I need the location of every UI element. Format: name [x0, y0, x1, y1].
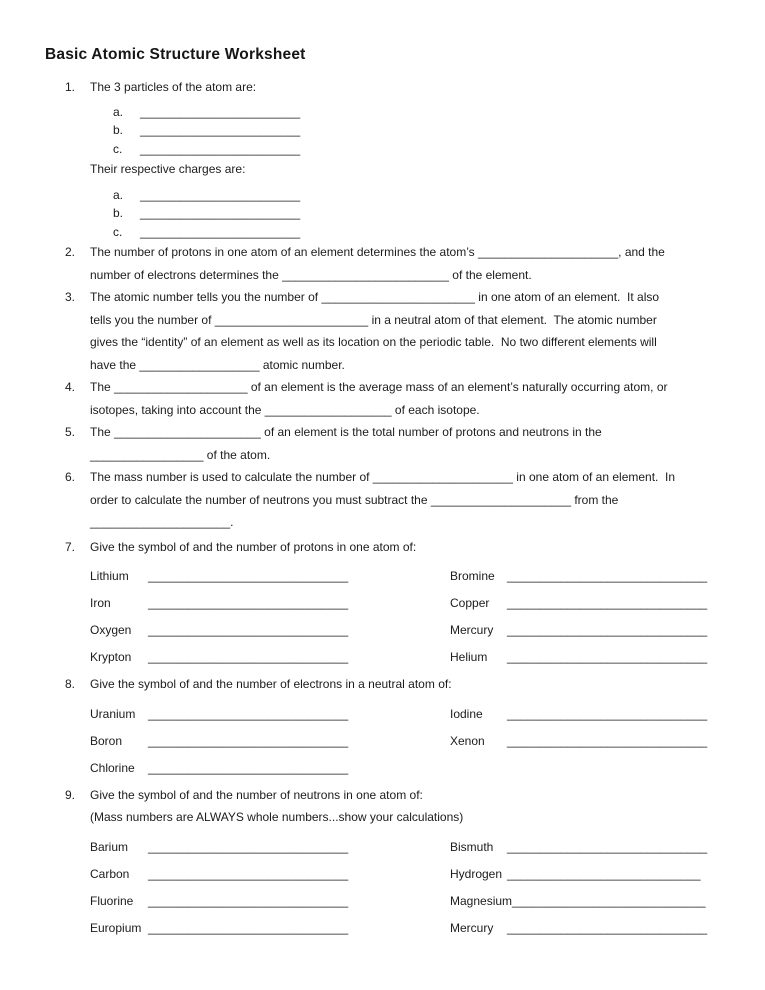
- question-8-prompt: Give the symbol of and the number of electrons in a neutral atom of:: [90, 677, 452, 691]
- element-name: Uranium: [90, 706, 136, 721]
- answer-blank: ______________________________: [148, 733, 349, 748]
- element-row: [90, 888, 735, 915]
- question-9: [45, 784, 735, 942]
- element-cell: [450, 915, 735, 942]
- sub-item-label: b.: [113, 206, 124, 220]
- element-cell: [450, 590, 735, 617]
- sub-item-b: [90, 121, 735, 140]
- element-row: [90, 755, 735, 782]
- element-name: Fluorine: [90, 893, 134, 908]
- answer-blank: ______________________________: [148, 650, 349, 664]
- element-name: Mercury: [450, 920, 494, 935]
- element-cell: [450, 728, 735, 755]
- answer-blank: ______________________________: [507, 839, 708, 854]
- question-4: [45, 376, 735, 421]
- answer-blank: ________________________: [140, 123, 301, 137]
- question-9-body: [90, 784, 735, 942]
- element-cell: [450, 834, 735, 861]
- question-3-line: have the __________________ atomic number.: [90, 357, 345, 372]
- question-1: [45, 76, 735, 241]
- question-3-line: The atomic number tells you the number of _______________________ in one atom of an element. It also: [90, 290, 660, 304]
- element-name: Oxygen: [90, 623, 132, 637]
- question-1-charge-blanks: [90, 186, 735, 242]
- question-9-note: (Mass numbers are ALWAYS whole numbers...show your calculations): [90, 810, 464, 824]
- answer-blank: ______________________________: [507, 569, 708, 583]
- element-row: [90, 617, 735, 644]
- element-name: Carbon: [90, 866, 130, 881]
- question-7: [45, 536, 735, 672]
- element-row: [90, 915, 735, 942]
- answer-blank: ______________________________: [507, 623, 708, 637]
- element-cell: [90, 617, 450, 644]
- element-cell: [90, 563, 450, 590]
- question-6-number: 6.: [65, 470, 76, 484]
- answer-blank: ______________________________: [148, 569, 349, 583]
- answer-blank: ______________________________: [148, 760, 349, 775]
- element-name: Copper: [450, 596, 490, 610]
- question-1-particle-blanks: [90, 103, 735, 159]
- answer-blank: _____________________________: [512, 893, 706, 908]
- answer-blank: ______________________________: [148, 706, 349, 721]
- element-name: Magnesium: [450, 893, 513, 908]
- question-3-number: 3.: [65, 290, 76, 304]
- question-8: [45, 673, 735, 782]
- answer-blank: ________________________: [140, 141, 301, 156]
- element-cell: [450, 755, 735, 782]
- element-name: Europium: [90, 920, 142, 935]
- question-2-line: The number of protons in one atom of an element determines the atom’s _____________________, and the: [90, 245, 665, 259]
- question-3: [45, 286, 735, 376]
- element-cell: [450, 861, 735, 888]
- question-5-body: [90, 421, 735, 466]
- element-cell: [450, 617, 735, 644]
- question-7-body: [90, 536, 735, 672]
- question-6-line: The mass number is used to calculate the number of _____________________ in one atom of an element. In: [90, 470, 676, 484]
- element-row: [90, 590, 735, 617]
- question-3-line: tells you the number of _______________________ in a neutral atom of that element. The atomic number: [90, 312, 657, 327]
- answer-blank: ______________________________: [507, 920, 708, 935]
- element-row: [90, 563, 735, 590]
- sub-item-label: c.: [113, 141, 123, 156]
- question-9-prompt: Give the symbol of and the number of neutrons in one atom of:: [90, 787, 423, 802]
- element-name: Mercury: [450, 623, 494, 637]
- answer-blank: ______________________________: [148, 596, 349, 610]
- element-name: Barium: [90, 839, 129, 854]
- question-8-body: [90, 673, 735, 782]
- answer-blank: ______________________________: [507, 596, 708, 610]
- element-cell: [90, 861, 450, 888]
- element-name: Xenon: [450, 733, 485, 748]
- question-3-line: gives the “identity” of an element as well as its location on the periodic table. No two different elements will: [90, 335, 657, 349]
- element-cell: [450, 644, 735, 671]
- answer-blank: ______________________________: [507, 733, 708, 748]
- question-1-number: 1.: [65, 80, 76, 94]
- question-1-body: [90, 76, 735, 241]
- sub-item-b: [90, 204, 735, 223]
- question-8-number: 8.: [65, 677, 76, 691]
- answer-blank: ________________________: [140, 206, 301, 220]
- sub-item-c: [90, 140, 735, 159]
- sub-item-a: [90, 186, 735, 205]
- question-5: [45, 421, 735, 466]
- element-name: Krypton: [90, 650, 132, 664]
- question-3-body: [90, 286, 735, 376]
- question-2-line: number of electrons determines the _________________________ of the element.: [90, 267, 532, 282]
- question-1-prompt-charges: Their respective charges are:: [90, 162, 246, 176]
- answer-blank: ______________________________: [148, 893, 349, 908]
- element-row: [90, 644, 735, 671]
- element-cell: [90, 834, 450, 861]
- question-7-rows: [90, 563, 735, 671]
- answer-blank: ________________________: [140, 224, 301, 239]
- element-cell: [90, 590, 450, 617]
- element-name: Chlorine: [90, 760, 135, 775]
- question-9-rows: [90, 834, 735, 942]
- element-cell: [450, 563, 735, 590]
- answer-blank: ______________________________: [148, 920, 349, 935]
- sub-item-label: a.: [113, 187, 124, 202]
- question-6-line: _____________________.: [90, 515, 234, 529]
- element-row: [90, 728, 735, 755]
- question-5-number: 5.: [65, 425, 76, 439]
- question-8-rows: [90, 701, 735, 782]
- question-1-prompt: The 3 particles of the atom are:: [90, 80, 257, 94]
- sub-item-label: c.: [113, 224, 123, 239]
- sub-item-c: [90, 223, 735, 242]
- element-cell: [90, 644, 450, 671]
- question-2: [45, 241, 735, 286]
- question-9-number: 9.: [65, 787, 76, 802]
- answer-blank: ________________________: [140, 104, 301, 119]
- answer-blank: ______________________________: [148, 866, 349, 881]
- question-7-number: 7.: [65, 539, 76, 554]
- element-name: Bismuth: [450, 839, 494, 854]
- sub-item-a: [90, 103, 735, 122]
- element-cell: [90, 701, 450, 728]
- question-2-body: [90, 241, 735, 286]
- answer-blank: ______________________________: [507, 650, 708, 664]
- question-2-number: 2.: [65, 245, 76, 259]
- element-cell: [90, 755, 450, 782]
- question-4-number: 4.: [65, 380, 76, 394]
- question-6-body: [90, 466, 735, 534]
- element-name: Iron: [90, 596, 111, 610]
- element-name: Iodine: [450, 706, 483, 721]
- element-row: [90, 834, 735, 861]
- element-name: Lithium: [90, 569, 129, 583]
- element-cell: [90, 728, 450, 755]
- element-name: Boron: [90, 733, 123, 748]
- question-5-line: The ______________________ of an element is the total number of protons and neutrons in the: [90, 425, 602, 439]
- page-title: Basic Atomic Structure Worksheet: [45, 46, 306, 63]
- element-name: Bromine: [450, 569, 495, 583]
- element-name: Helium: [450, 650, 488, 664]
- question-6: [45, 466, 735, 534]
- element-cell: [90, 915, 450, 942]
- element-row: [90, 861, 735, 888]
- answer-blank: ______________________________: [507, 706, 708, 721]
- question-5-line: _________________ of the atom.: [90, 447, 271, 462]
- question-4-line: The ____________________ of an element is the average mass of an element’s naturally occurring atom, or: [90, 380, 668, 394]
- answer-blank: ________________________: [140, 187, 301, 202]
- element-row: [90, 701, 735, 728]
- element-cell: [450, 888, 735, 915]
- answer-blank: _____________________________: [507, 866, 701, 881]
- question-4-body: [90, 376, 735, 421]
- question-6-line: order to calculate the number of neutrons you must subtract the _____________________ from the: [90, 492, 619, 507]
- sub-item-label: b.: [113, 123, 124, 137]
- question-4-line: isotopes, taking into account the ___________________ of each isotope.: [90, 402, 480, 417]
- question-7-prompt: Give the symbol of and the number of protons in one atom of:: [90, 539, 417, 554]
- sub-item-label: a.: [113, 104, 124, 119]
- answer-blank: ______________________________: [148, 623, 349, 637]
- element-cell: [90, 888, 450, 915]
- element-name: Hydrogen: [450, 866, 503, 881]
- element-name: [450, 755, 507, 782]
- answer-blank: ______________________________: [148, 839, 349, 854]
- element-cell: [450, 701, 735, 728]
